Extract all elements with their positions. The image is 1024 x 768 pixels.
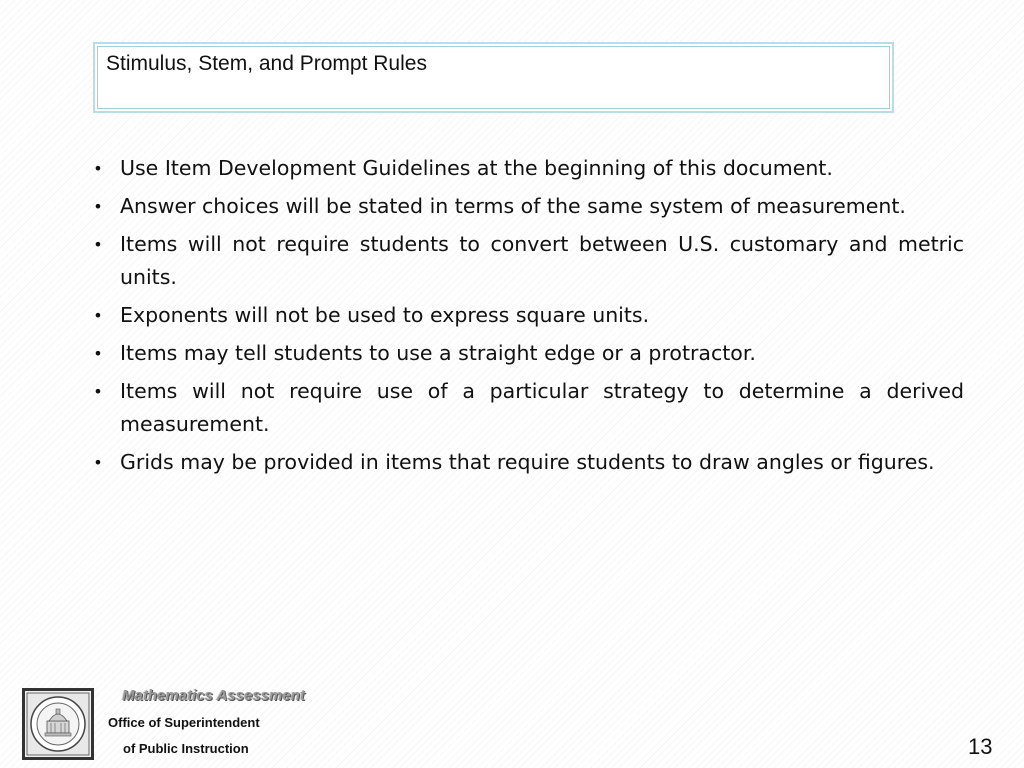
footer-brand: Mathematics Assessment	[122, 687, 305, 704]
bullet-item	[88, 375, 964, 441]
bullet-dot-icon: •	[93, 235, 103, 254]
bullet-dot-icon: •	[93, 197, 103, 216]
bullet-text: Items will not require use of a particular strategy to determine a derived measurement.	[120, 379, 964, 436]
bullet-item	[88, 337, 964, 370]
title-box	[93, 42, 894, 113]
bullet-dot-icon: •	[93, 382, 103, 401]
slide-title: Stimulus, Stem, and Prompt Rules	[106, 52, 427, 75]
bullet-text: Items may tell students to use a straight edge or a protractor.	[120, 341, 756, 365]
footer-office-line2: of Public Instruction	[123, 741, 249, 756]
bullet-dot-icon: •	[93, 453, 103, 472]
bullet-text: Answer choices will be stated in terms of the same system of measurement.	[120, 194, 906, 218]
bullet-item	[88, 446, 964, 479]
bullet-text: Grids may be provided in items that require students to draw angles or figures.	[120, 450, 935, 474]
bullet-dot-icon: •	[93, 159, 103, 178]
bullet-list	[88, 152, 964, 484]
bullet-item	[88, 190, 964, 223]
bullet-dot-icon: •	[93, 344, 103, 363]
bullet-dot-icon: •	[93, 306, 103, 325]
slide-number: 13	[968, 734, 993, 759]
state-seal-icon	[22, 688, 94, 760]
seal-graphic	[25, 691, 91, 757]
bullet-text: Exponents will not be used to express square units.	[120, 303, 650, 327]
bullet-item	[88, 299, 964, 332]
bullet-item	[88, 228, 964, 294]
bullet-text: Use Item Development Guidelines at the beginning of this document.	[120, 156, 833, 180]
footer-office-line1: Office of Superintendent	[108, 715, 260, 730]
bullet-text: Items will not require students to convert between U.S. customary and metric units.	[120, 232, 964, 289]
bullet-item	[88, 152, 964, 185]
